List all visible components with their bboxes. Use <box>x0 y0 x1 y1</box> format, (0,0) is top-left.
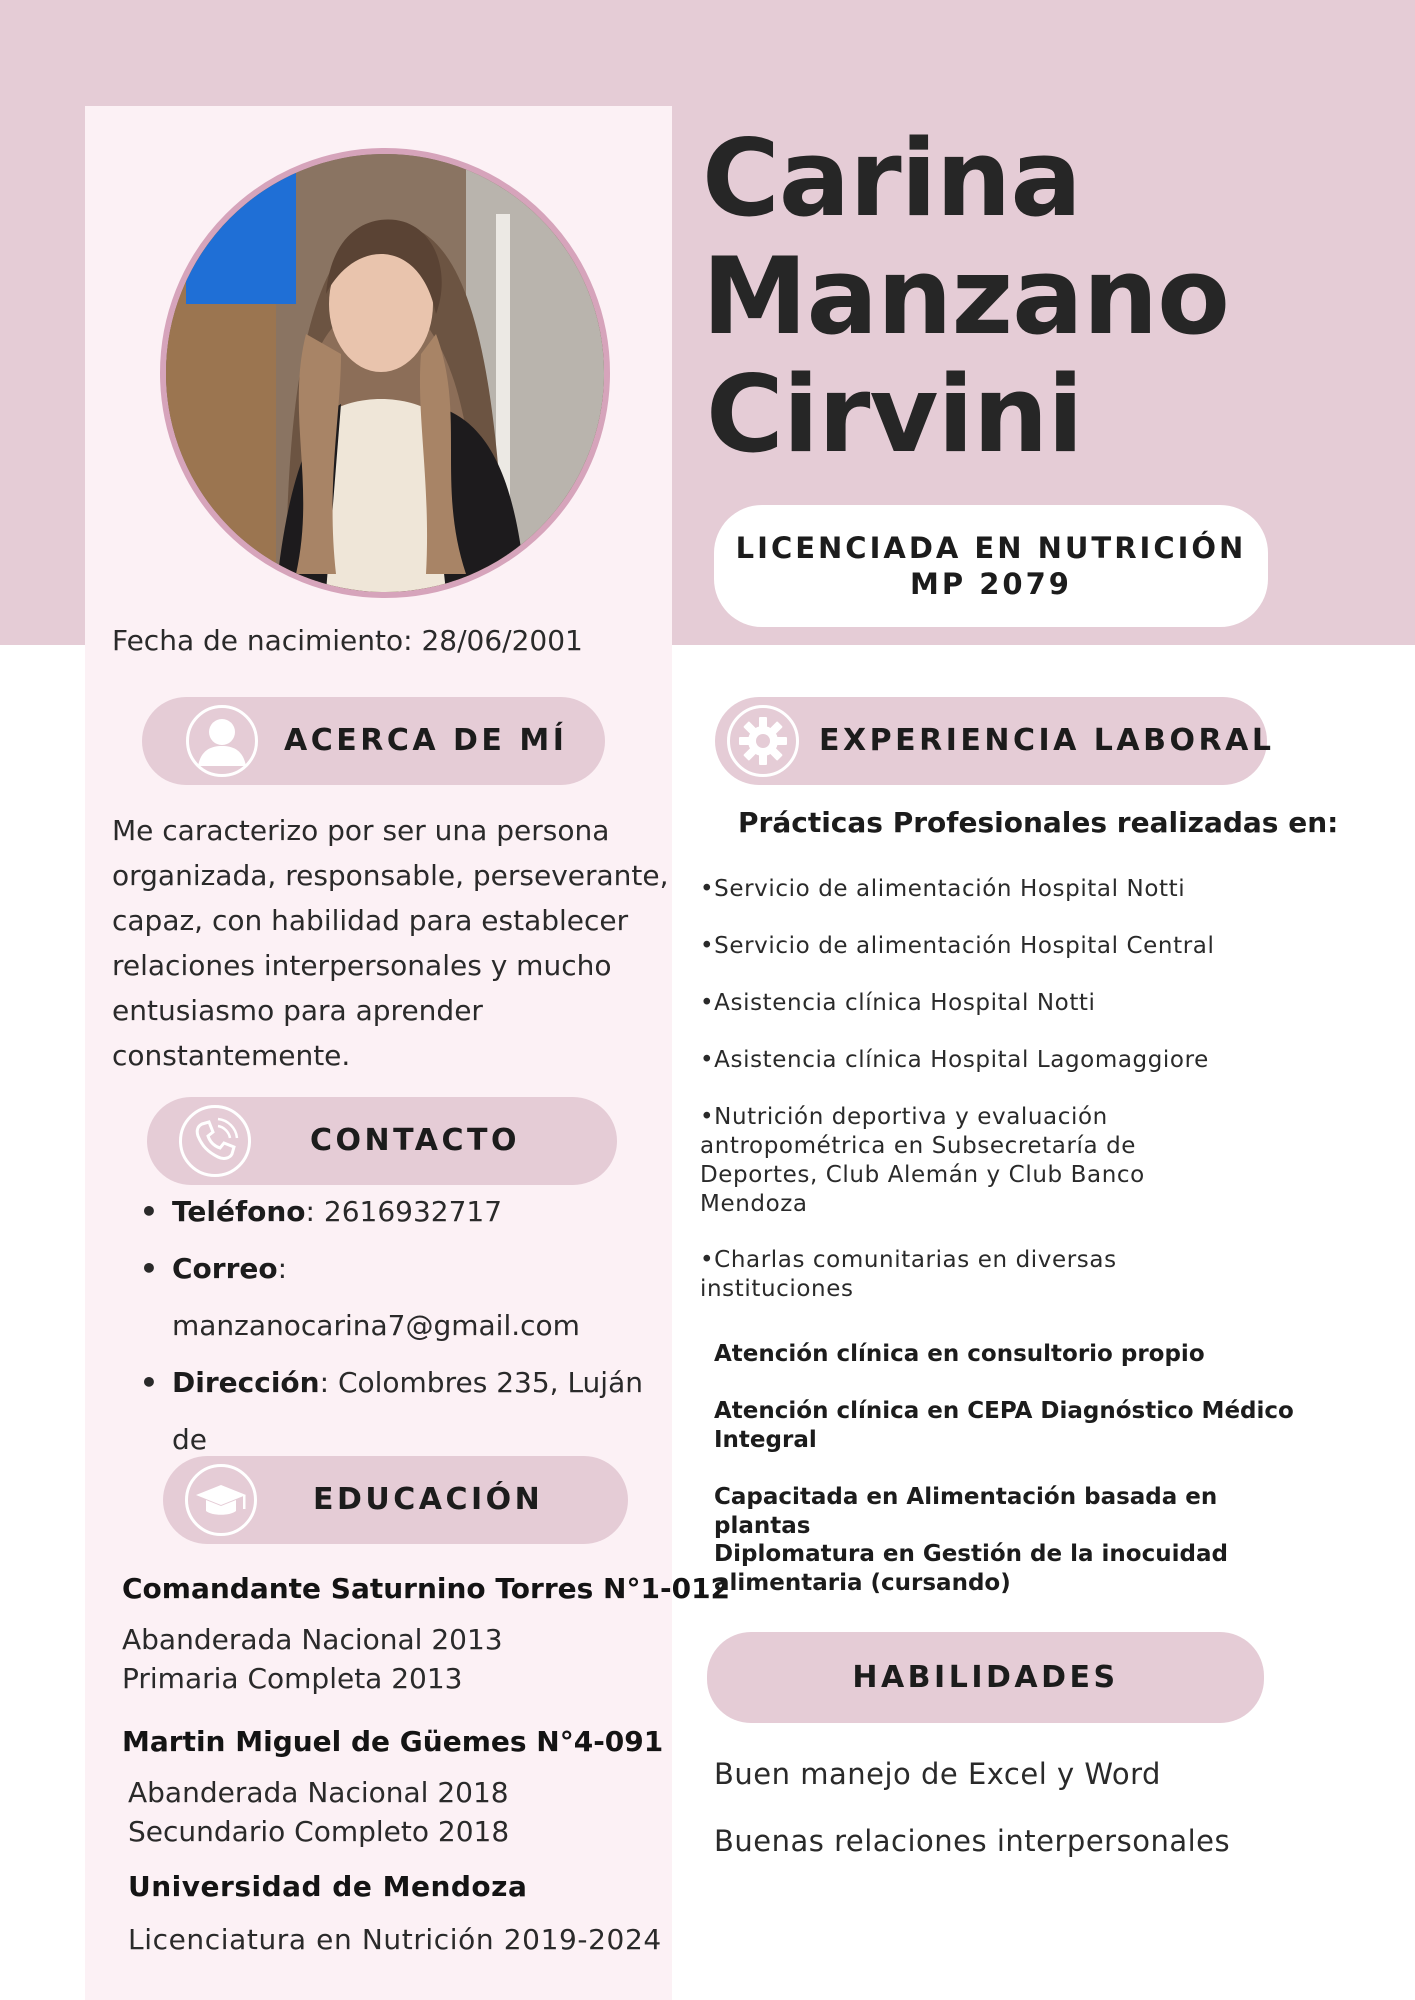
email-label: Correo <box>172 1252 278 1285</box>
experience-highlight-4: Diplomatura en Gestión de la inocuidad alimentaria (cursando) <box>714 1541 1228 1596</box>
phone-label: Teléfono <box>172 1195 306 1228</box>
full-name <box>702 117 1229 476</box>
experience-item-1: •Servicio de alimentación Hospital Notti <box>700 876 1186 902</box>
professional-title-box <box>714 505 1268 627</box>
skill-item-2: Buenas relaciones interpersonales <box>714 1824 1231 1858</box>
experience-item-6: •Charlas comunitarias en diversas instituciones <box>700 1247 1117 1302</box>
professional-title: LICENCIADA EN NUTRICIÓN <box>735 531 1247 565</box>
contact-phone <box>140 1183 680 1240</box>
about-heading: ACERCA DE MÍ <box>284 723 568 758</box>
contact-heading-pill <box>147 1097 617 1185</box>
school-name-3: Universidad de Mendoza <box>128 1870 528 1903</box>
profile-photo <box>160 148 610 598</box>
address-label: Dirección <box>172 1366 320 1399</box>
email-separator: : <box>277 1252 288 1285</box>
experience-subheading: Prácticas Profesionales realizadas en: <box>738 806 1339 839</box>
experience-item-2: •Servicio de alimentación Hospital Central <box>700 933 1215 959</box>
experience-item-3: •Asistencia clínica Hospital Notti <box>700 990 1096 1016</box>
school-detail-3a: Licenciatura en Nutrición 2019-2024 <box>128 1923 662 1956</box>
address-value: : Colombres 235, Luján de <box>172 1366 643 1456</box>
school-detail-2b: Secundario Completo 2018 <box>128 1815 510 1848</box>
school-detail-1b: Primaria Completa 2013 <box>122 1662 463 1695</box>
school-detail-1a: Abanderada Nacional 2013 <box>122 1623 503 1656</box>
contact-email <box>140 1240 680 1354</box>
school-name-1: Comandante Saturnino Torres N°1-012 <box>122 1572 731 1605</box>
name-line-2: Manzano <box>702 235 1229 358</box>
experience-item-5: •Nutrición deportiva y evaluación antropométrica en Subsecretaría de Deportes, Club Alemán y Club Banco Mendoza <box>700 1104 1145 1217</box>
phone-value: : 2616932717 <box>305 1195 503 1228</box>
contact-heading: CONTACTO <box>310 1123 520 1158</box>
date-of-birth: Fecha de nacimiento: 28/06/2001 <box>112 624 583 657</box>
phone-icon <box>179 1105 251 1177</box>
skills-heading: HABILIDADES <box>852 1660 1119 1695</box>
experience-highlight-3: Capacitada en Alimentación basada en plantas <box>714 1484 1218 1539</box>
education-heading: EDUCACIÓN <box>313 1482 544 1517</box>
school-name-2: Martin Miguel de Güemes N°4-091 <box>122 1725 664 1758</box>
name-line-3: Cirvini <box>706 353 1083 476</box>
email-value: manzanocarina7@gmail.com <box>172 1309 580 1342</box>
school-detail-2a: Abanderada Nacional 2018 <box>128 1776 509 1809</box>
about-text: Me caracterizo por ser una persona organizada, responsable, perseverante, capaz, con habilidad para establecer relaciones interpersonales y mucho entusiasmo para aprender constantemente. <box>112 814 669 1072</box>
skills-heading-pill <box>707 1632 1264 1723</box>
skill-item-1: Buen manejo de Excel y Word <box>714 1757 1161 1791</box>
education-heading-pill <box>163 1456 628 1544</box>
experience-item-4: •Asistencia clínica Hospital Lagomaggiore <box>700 1047 1209 1073</box>
about-heading-pill <box>142 697 605 785</box>
experience-heading-pill <box>715 697 1275 785</box>
experience-highlight-1: Atención clínica en consultorio propio <box>714 1341 1205 1367</box>
user-icon <box>186 705 258 777</box>
profile-photo-illustration <box>166 154 604 592</box>
gear-icon <box>727 705 799 777</box>
name-line-1: Carina <box>702 117 1081 240</box>
license-number: MP 2079 <box>910 567 1072 601</box>
graduation-cap-icon <box>185 1464 257 1536</box>
experience-heading: EXPERIENCIA LABORAL <box>819 723 1275 758</box>
experience-highlight-2: Atención clínica en CEPA Diagnóstico Médico Integral <box>714 1398 1294 1453</box>
